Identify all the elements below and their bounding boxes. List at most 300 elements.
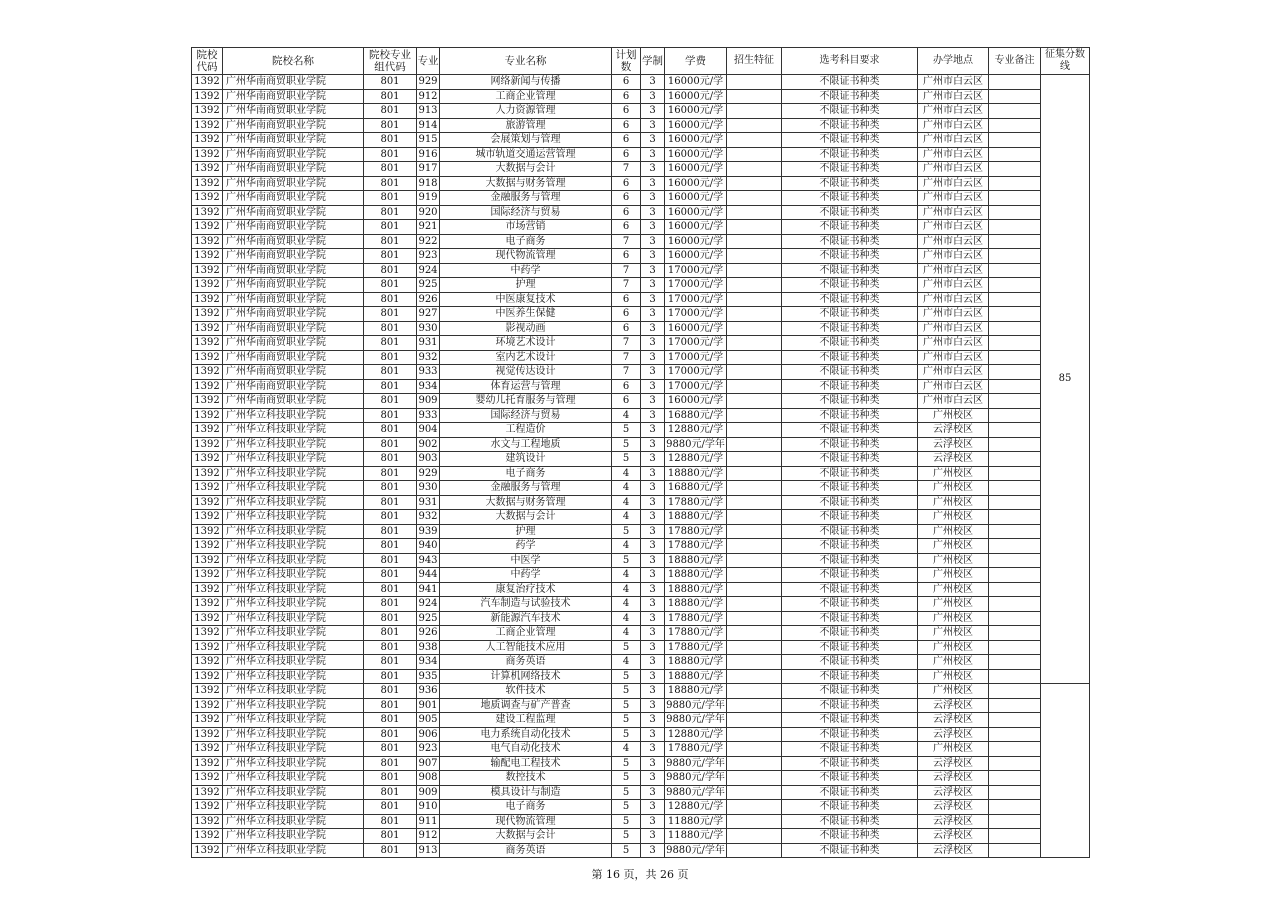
- cell-school-code: 1392: [192, 191, 223, 206]
- cell-tuition: 17000元/学: [665, 263, 727, 278]
- cell-major-name: 电子商务: [440, 234, 612, 249]
- cell-plan-count: 6: [612, 205, 641, 220]
- cell-school-name: 广州华立科技职业学院: [223, 495, 364, 510]
- cell-major-code: 934: [418, 656, 438, 667]
- cell-school-name: 广州华立科技职业学院: [223, 437, 364, 452]
- cell-school-code: 1392: [192, 89, 223, 104]
- cell-plan-count: 5: [612, 640, 641, 655]
- cell-major-code: 923: [418, 743, 438, 754]
- cell-features: [727, 539, 782, 554]
- cell-major-name: 输配电工程技术: [440, 756, 612, 771]
- cell-location: 云浮校区: [918, 452, 989, 467]
- cell-location: 广州市白云区: [918, 205, 989, 220]
- cell-subject-req: 不限证书种类: [782, 133, 918, 148]
- cell-major-code: 903: [418, 453, 438, 464]
- cell-features: [727, 176, 782, 191]
- cell-location: 广州市白云区: [918, 249, 989, 264]
- cell-school-name: 广州华立科技职业学院: [223, 727, 364, 742]
- cell-plan-count: 5: [612, 553, 641, 568]
- cell-major-name: 体育运营与管理: [440, 379, 612, 394]
- table-row: [192, 742, 1090, 757]
- cell-features: [727, 524, 782, 539]
- cell-location: 广州市白云区: [918, 394, 989, 409]
- cell-duration: 3: [641, 800, 665, 815]
- cell-school-name: 广州华立科技职业学院: [223, 756, 364, 771]
- cell-remarks: [989, 408, 1041, 423]
- cell-duration: 3: [641, 771, 665, 786]
- cell-school-code: 1392: [192, 698, 223, 713]
- cell-plan-count: 5: [612, 423, 641, 438]
- cell-school-name: 广州华南商贸职业学院: [223, 89, 364, 104]
- cell-plan-count: 5: [612, 698, 641, 713]
- cell-subject-req: 不限证书种类: [782, 843, 918, 858]
- cell-major-code: 908: [418, 772, 438, 783]
- cell-school-name: 广州华南商贸职业学院: [223, 133, 364, 148]
- cell-major-code: 919: [418, 192, 438, 203]
- cell-tuition: 16880元/学: [665, 408, 727, 423]
- cell-subject-req: 不限证书种类: [782, 785, 918, 800]
- cell-plan-count: 7: [612, 234, 641, 249]
- cell-school-name: 广州华南商贸职业学院: [223, 249, 364, 264]
- table-row: [192, 118, 1090, 133]
- cell-plan-count: 5: [612, 684, 641, 699]
- cell-group-code: 801: [364, 278, 417, 293]
- cell-school-code: 1392: [192, 539, 223, 554]
- cell-remarks: [989, 365, 1041, 380]
- cell-tuition: 11880元/学: [665, 814, 727, 829]
- header-subject-req: 选考科目要求: [782, 48, 918, 75]
- cell-plan-count: 4: [612, 495, 641, 510]
- cell-school-code: 1392: [192, 292, 223, 307]
- cell-group-code: 801: [364, 350, 417, 365]
- cell-duration: 3: [641, 423, 665, 438]
- cell-group-code: 801: [364, 640, 417, 655]
- cell-features: [727, 162, 782, 177]
- cell-major-name: 婴幼儿托育服务与管理: [440, 394, 612, 409]
- cell-group-code: 801: [364, 162, 417, 177]
- cell-duration: 3: [641, 539, 665, 554]
- cell-school-code: 1392: [192, 75, 223, 90]
- cell-plan-count: 6: [612, 394, 641, 409]
- cell-group-code: 801: [364, 684, 417, 699]
- cell-subject-req: 不限证书种类: [782, 408, 918, 423]
- cell-group-code: 801: [364, 814, 417, 829]
- cell-duration: 3: [641, 263, 665, 278]
- cell-remarks: [989, 307, 1041, 322]
- cell-features: [727, 147, 782, 162]
- table-row: [192, 785, 1090, 800]
- cell-subject-req: 不限证书种类: [782, 89, 918, 104]
- cell-location: 广州市白云区: [918, 336, 989, 351]
- cell-major-name: 城市轨道交通运营管理: [440, 147, 612, 162]
- cell-features: [727, 133, 782, 148]
- cell-tuition: 16000元/学: [665, 176, 727, 191]
- cell-major-name: 电气自动化技术: [440, 742, 612, 757]
- cell-duration: 3: [641, 292, 665, 307]
- cell-major-name: 中药学: [440, 263, 612, 278]
- cell-major-name: 环境艺术设计: [440, 336, 612, 351]
- cell-group-code: 801: [364, 249, 417, 264]
- cell-duration: 3: [641, 713, 665, 728]
- table-row: [192, 814, 1090, 829]
- cell-subject-req: 不限证书种类: [782, 379, 918, 394]
- cell-remarks: [989, 220, 1041, 235]
- cell-location: 广州校区: [918, 582, 989, 597]
- cell-remarks: [989, 829, 1041, 844]
- cell-school-code: 1392: [192, 640, 223, 655]
- cell-group-code: 801: [364, 785, 417, 800]
- table-row: [192, 669, 1090, 684]
- cell-tuition: 11880元/学: [665, 829, 727, 844]
- cell-remarks: [989, 278, 1041, 293]
- cell-duration: 3: [641, 597, 665, 612]
- cell-subject-req: 不限证书种类: [782, 800, 918, 815]
- cell-features: [727, 89, 782, 104]
- cell-duration: 3: [641, 524, 665, 539]
- cell-features: [727, 553, 782, 568]
- cell-features: [727, 597, 782, 612]
- cell-major-name: 水文与工程地质: [440, 437, 612, 452]
- header-tuition: 学费: [665, 48, 727, 75]
- cell-location: 云浮校区: [918, 800, 989, 815]
- cell-location: 广州校区: [918, 626, 989, 641]
- cell-major-name: 旅游管理: [440, 118, 612, 133]
- cell-group-code: 801: [364, 553, 417, 568]
- table-row: [192, 408, 1090, 423]
- cell-features: [727, 408, 782, 423]
- cell-features: [727, 611, 782, 626]
- cell-plan-count: 4: [612, 481, 641, 496]
- cell-major-code: 925: [418, 279, 438, 290]
- cell-major-code: 926: [418, 293, 438, 305]
- cell-features: [727, 640, 782, 655]
- cell-tuition: 16880元/学: [665, 481, 727, 496]
- table-row: [192, 698, 1090, 713]
- cell-remarks: [989, 568, 1041, 583]
- cell-subject-req: 不限证书种类: [782, 307, 918, 322]
- cell-school-code: 1392: [192, 727, 223, 742]
- cell-remarks: [989, 162, 1041, 177]
- cell-features: [727, 118, 782, 133]
- cell-remarks: [989, 234, 1041, 249]
- cell-tuition: 12880元/学: [665, 452, 727, 467]
- table-row: [192, 350, 1090, 365]
- cell-subject-req: 不限证书种类: [782, 597, 918, 612]
- cell-major-code: 933: [418, 366, 438, 377]
- table-row: [192, 452, 1090, 467]
- cell-remarks: [989, 147, 1041, 162]
- cell-remarks: [989, 524, 1041, 539]
- cell-major-name: 护理: [440, 278, 612, 293]
- cell-features: [727, 379, 782, 394]
- cell-subject-req: 不限证书种类: [782, 727, 918, 742]
- cell-subject-req: 不限证书种类: [782, 756, 918, 771]
- table-row: [192, 539, 1090, 554]
- cell-plan-count: 4: [612, 466, 641, 481]
- cell-duration: 3: [641, 582, 665, 597]
- cell-group-code: 801: [364, 727, 417, 742]
- cell-major-name: 金融服务与管理: [440, 191, 612, 206]
- cell-features: [727, 452, 782, 467]
- cell-school-code: 1392: [192, 263, 223, 278]
- cell-location: 广州校区: [918, 669, 989, 684]
- header-plan: 计划数: [612, 48, 641, 75]
- cell-location: 广州市白云区: [918, 350, 989, 365]
- cell-tuition: 9880元/学年: [666, 786, 725, 798]
- cell-tuition: 16000元/学: [665, 220, 727, 235]
- cell-school-name: 广州华南商贸职业学院: [223, 176, 364, 191]
- cell-plan-count: 7: [612, 365, 641, 380]
- cell-major-name: 工程造价: [440, 423, 612, 438]
- cell-school-name: 广州华立科技职业学院: [223, 553, 364, 568]
- cell-major-name: 大数据与财务管理: [440, 495, 612, 510]
- cell-tuition: 12880元/学: [665, 727, 727, 742]
- cell-remarks: [989, 640, 1041, 655]
- cell-duration: 3: [641, 336, 665, 351]
- cell-plan-count: 6: [612, 292, 641, 307]
- cell-subject-req: 不限证书种类: [782, 437, 918, 452]
- cell-group-code: 801: [364, 307, 417, 322]
- cell-major-name: 中医养生保健: [440, 307, 612, 322]
- cell-features: [727, 814, 782, 829]
- cell-duration: 3: [641, 307, 665, 322]
- cell-school-code: 1392: [192, 611, 223, 626]
- cell-group-code: 801: [364, 89, 417, 104]
- cell-group-code: 801: [364, 713, 417, 728]
- cell-school-code: 1392: [192, 524, 223, 539]
- cell-remarks: [989, 321, 1041, 336]
- cell-school-code: 1392: [192, 814, 223, 829]
- cell-group-code: 801: [364, 626, 417, 641]
- table-row: [192, 423, 1090, 438]
- cell-major-name: 建设工程监理: [440, 713, 612, 728]
- cell-school-code: 1392: [192, 234, 223, 249]
- cell-school-code: 1392: [192, 104, 223, 119]
- cell-tuition: 16000元/学: [665, 104, 727, 119]
- cell-plan-count: 6: [612, 321, 641, 336]
- cell-group-code: 801: [364, 292, 417, 307]
- header-major-name: 专业名称: [440, 48, 612, 75]
- cell-school-code: 1392: [192, 147, 223, 162]
- cell-location: 广州市白云区: [918, 278, 989, 293]
- table-row: [192, 278, 1090, 293]
- cell-plan-count: 5: [612, 756, 641, 771]
- cell-group-code: 801: [364, 655, 417, 670]
- cell-major-name: 电力系统自动化技术: [440, 727, 612, 742]
- cell-plan-count: 4: [612, 510, 641, 525]
- cell-location: 广州市白云区: [918, 75, 989, 90]
- cell-duration: 3: [641, 785, 665, 800]
- cell-tuition: 12880元/学: [665, 800, 727, 815]
- cell-major-name: 护理: [440, 524, 612, 539]
- cell-plan-count: 5: [612, 843, 641, 858]
- cell-subject-req: 不限证书种类: [782, 466, 918, 481]
- table-row: [192, 597, 1090, 612]
- cell-tuition: 17000元/学: [665, 379, 727, 394]
- cell-duration: 3: [641, 568, 665, 583]
- cell-group-code: 801: [364, 321, 417, 336]
- cell-major-name: 影视动画: [440, 321, 612, 336]
- cell-plan-count: 6: [612, 118, 641, 133]
- cell-group-code: 801: [364, 669, 417, 684]
- cell-subject-req: 不限证书种类: [782, 350, 918, 365]
- table-row: [192, 495, 1090, 510]
- cell-school-code: 1392: [192, 205, 223, 220]
- cell-features: [727, 843, 782, 858]
- cell-group-code: 801: [364, 423, 417, 438]
- cell-major-name: 人工智能技术应用: [440, 640, 612, 655]
- cell-school-name: 广州华南商贸职业学院: [223, 394, 364, 409]
- cell-features: [727, 278, 782, 293]
- cell-remarks: [989, 698, 1041, 713]
- cell-features: [727, 220, 782, 235]
- cell-school-name: 广州华立科技职业学院: [223, 626, 364, 641]
- cell-subject-req: 不限证书种类: [782, 669, 918, 684]
- cell-subject-req: 不限证书种类: [782, 147, 918, 162]
- cell-major-name: 中药学: [440, 568, 612, 583]
- cell-remarks: [989, 466, 1041, 481]
- cell-major-code: 927: [418, 308, 438, 319]
- cell-subject-req: 不限证书种类: [782, 336, 918, 351]
- cell-school-name: 广州华南商贸职业学院: [223, 234, 364, 249]
- cell-features: [727, 307, 782, 322]
- header-major-code: 专业: [417, 48, 440, 75]
- cell-location: 广州校区: [918, 524, 989, 539]
- cell-features: [727, 568, 782, 583]
- cell-group-code: 801: [364, 597, 417, 612]
- cell-tuition: 17000元/学: [665, 307, 727, 322]
- table-row: [192, 133, 1090, 148]
- cell-major-name: 电子商务: [440, 800, 612, 815]
- cell-major-code: 913: [418, 105, 438, 116]
- cell-location: 广州校区: [918, 539, 989, 554]
- cell-location: 广州校区: [918, 640, 989, 655]
- cell-subject-req: 不限证书种类: [782, 568, 918, 583]
- cell-remarks: [989, 669, 1041, 684]
- cell-tuition: 16000元/学: [665, 394, 727, 409]
- cell-plan-count: 4: [612, 582, 641, 597]
- cell-duration: 3: [641, 742, 665, 757]
- cell-features: [727, 321, 782, 336]
- cell-duration: 3: [641, 843, 665, 858]
- cell-location: 云浮校区: [918, 843, 989, 858]
- cell-tuition: 17000元/学: [665, 292, 727, 307]
- cell-location: 广州市白云区: [918, 176, 989, 191]
- table-row: [192, 582, 1090, 597]
- header-school-code: 院校代码: [192, 48, 223, 75]
- cell-remarks: [989, 118, 1041, 133]
- cell-remarks: [989, 133, 1041, 148]
- cell-school-name: 广州华立科技职业学院: [223, 785, 364, 800]
- cell-duration: 3: [641, 147, 665, 162]
- cell-group-code: 801: [364, 800, 417, 815]
- cell-features: [727, 191, 782, 206]
- cell-features: [727, 205, 782, 220]
- cell-major-code: 943: [418, 554, 438, 566]
- cell-school-name: 广州华南商贸职业学院: [223, 336, 364, 351]
- table-row: [192, 524, 1090, 539]
- cell-remarks: [989, 655, 1041, 670]
- cell-duration: 3: [641, 234, 665, 249]
- cell-remarks: [989, 611, 1041, 626]
- cell-tuition: 18880元/学: [665, 568, 727, 583]
- cell-remarks: [989, 626, 1041, 641]
- cell-major-name: 工商企业管理: [440, 89, 612, 104]
- table-row: [192, 437, 1090, 452]
- cell-location: 广州校区: [918, 597, 989, 612]
- cell-subject-req: 不限证书种类: [782, 278, 918, 293]
- cell-location: 广州市白云区: [918, 191, 989, 206]
- cell-plan-count: 5: [612, 437, 641, 452]
- cell-major-name: 康复治疗技术: [440, 582, 612, 597]
- cell-plan-count: 4: [612, 611, 641, 626]
- cell-group-code: 801: [364, 771, 417, 786]
- cell-school-name: 广州华南商贸职业学院: [223, 205, 364, 220]
- cell-features: [727, 336, 782, 351]
- table-row: [192, 336, 1090, 351]
- cell-location: 广州校区: [918, 481, 989, 496]
- cell-duration: 3: [641, 394, 665, 409]
- header-score-line: 征集分数线: [1041, 48, 1090, 75]
- header-remarks: 专业备注: [989, 48, 1041, 75]
- table-row: [192, 684, 1090, 699]
- cell-major-name: 金融服务与管理: [440, 481, 612, 496]
- cell-features: [727, 350, 782, 365]
- cell-major-code: 932: [418, 351, 438, 363]
- cell-school-code: 1392: [192, 408, 223, 423]
- cell-features: [727, 756, 782, 771]
- cell-major-code: 921: [418, 221, 438, 232]
- cell-major-code: 929: [418, 467, 438, 479]
- cell-major-name: 大数据与会计: [440, 162, 612, 177]
- cell-features: [727, 655, 782, 670]
- cell-remarks: [989, 481, 1041, 496]
- cell-school-name: 广州华南商贸职业学院: [223, 263, 364, 278]
- cell-plan-count: 6: [612, 379, 641, 394]
- cell-major-code: 912: [418, 830, 438, 841]
- cell-subject-req: 不限证书种类: [782, 321, 918, 336]
- cell-major-code: 915: [418, 134, 438, 145]
- cell-school-code: 1392: [192, 118, 223, 133]
- cell-tuition: 9880元/学年: [666, 714, 725, 725]
- cell-plan-count: 6: [612, 307, 641, 322]
- cell-subject-req: 不限证书种类: [782, 205, 918, 220]
- cell-location: 广州市白云区: [918, 365, 989, 380]
- cell-major-code: 909: [418, 786, 438, 798]
- header-features: 招生特征: [727, 48, 782, 75]
- cell-plan-count: 6: [612, 176, 641, 191]
- cell-major-code: 911: [418, 815, 438, 827]
- table-row: [192, 205, 1090, 220]
- cell-school-code: 1392: [192, 684, 223, 699]
- cell-location: 广州校区: [918, 466, 989, 481]
- cell-school-code: 1392: [192, 466, 223, 481]
- cell-tuition: 17880元/学: [665, 539, 727, 554]
- cell-group-code: 801: [364, 191, 417, 206]
- cell-major-code: 929: [418, 76, 438, 87]
- cell-group-code: 801: [364, 510, 417, 525]
- cell-score-line-empty: [1041, 684, 1090, 858]
- table-row: [192, 843, 1090, 858]
- cell-tuition: 17880元/学: [665, 524, 727, 539]
- cell-tuition: 17000元/学: [665, 336, 727, 351]
- cell-tuition: 16000元/学: [665, 321, 727, 336]
- cell-location: 广州市白云区: [918, 104, 989, 119]
- cell-major-code: 901: [418, 699, 438, 711]
- cell-major-code: 941: [418, 583, 438, 595]
- cell-school-name: 广州华立科技职业学院: [223, 466, 364, 481]
- cell-subject-req: 不限证书种类: [782, 75, 918, 90]
